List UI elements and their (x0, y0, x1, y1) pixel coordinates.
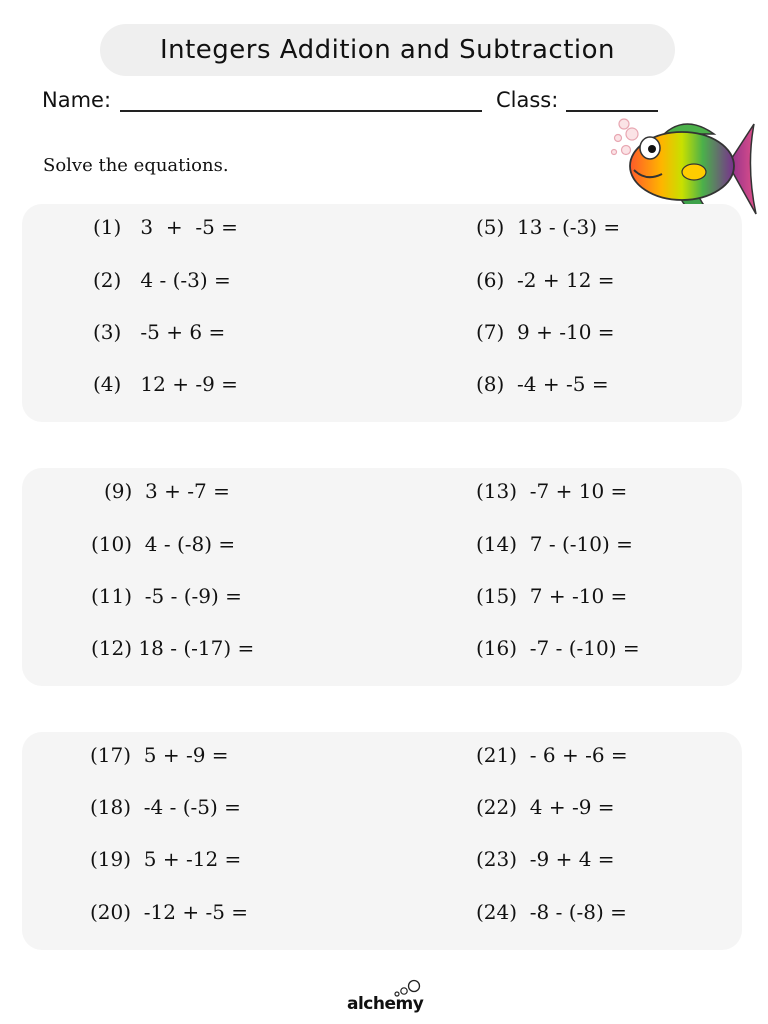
problem-10: (10) 4 - (-8) = (91, 532, 236, 556)
bubble-icon (612, 150, 617, 155)
problem-17: (17) 5 + -9 = (90, 743, 229, 767)
bubble-icon (622, 146, 631, 155)
bubble-icon (626, 128, 638, 140)
problem-12: (12) 18 - (-17) = (91, 636, 255, 660)
problem-15: (15) 7 + -10 = (476, 584, 628, 608)
problem-13: (13) -7 + 10 = (476, 479, 628, 503)
problem-7: (7) 9 + -10 = (476, 320, 615, 344)
problem-6: (6) -2 + 12 = (476, 268, 615, 292)
logo-text: alchemy (347, 994, 424, 1014)
problem-4: (4) 12 + -9 = (93, 372, 238, 396)
name-label: Name: (42, 88, 112, 112)
bubble-icon (619, 119, 629, 129)
problem-8: (8) -4 + -5 = (476, 372, 609, 396)
problem-14: (14) 7 - (-10) = (476, 532, 633, 556)
problem-3: (3) -5 + 6 = (93, 320, 226, 344)
problem-18: (18) -4 - (-5) = (90, 795, 241, 819)
problem-5: (5) 13 - (-3) = (476, 215, 621, 239)
bubble-icon (615, 135, 622, 142)
problem-1: (1) 3 + -5 = (93, 215, 238, 239)
alchemy-logo (340, 978, 430, 1018)
problem-9: (9) 3 + -7 = (104, 479, 230, 503)
problem-23: (23) -9 + 4 = (476, 847, 615, 871)
instructions: Solve the equations. (43, 155, 229, 176)
problem-11: (11) -5 - (-9) = (91, 584, 242, 608)
problem-21: (21) - 6 + -6 = (476, 743, 628, 767)
worksheet-title: Integers Addition and Subtraction (100, 24, 675, 76)
problem-20: (20) -12 + -5 = (90, 900, 249, 924)
name-blank-line[interactable] (120, 110, 482, 112)
problem-22: (22) 4 + -9 = (476, 795, 615, 819)
class-label: Class: (496, 88, 559, 112)
problem-24: (24) -8 - (-8) = (476, 900, 627, 924)
name-class-row (42, 84, 682, 116)
problem-2: (2) 4 - (-3) = (93, 268, 231, 292)
problem-16: (16) -7 - (-10) = (476, 636, 640, 660)
problem-19: (19) 5 + -12 = (90, 847, 242, 871)
